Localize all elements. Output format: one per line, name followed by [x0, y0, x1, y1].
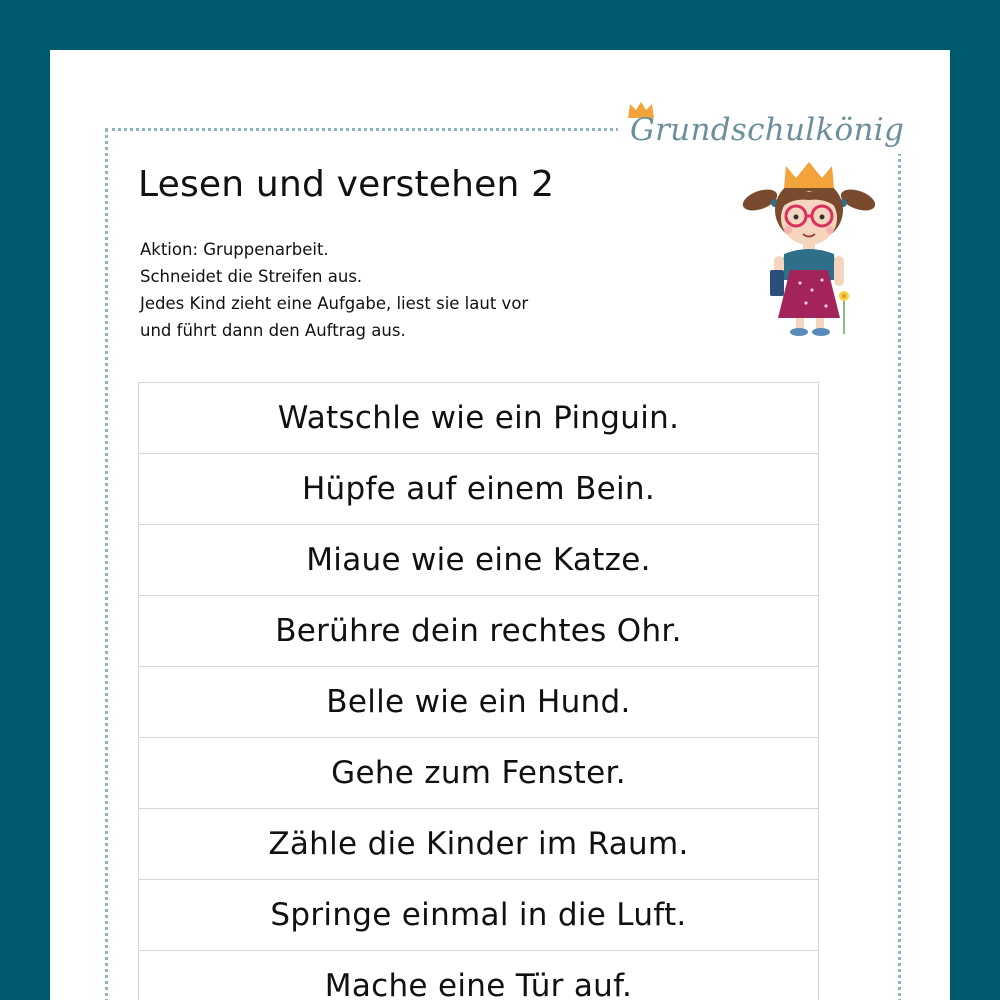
- task-strips: [138, 382, 819, 1000]
- brand-logo: [618, 106, 918, 154]
- worksheet-page: [50, 50, 950, 1000]
- brand-name: Grundschulkönig: [630, 112, 905, 148]
- page-title: Lesen und verstehen 2: [138, 164, 555, 205]
- instruction-line: und führt dann den Auftrag aus.: [140, 321, 406, 340]
- task-strip: Gehe zum Fenster.: [139, 738, 818, 809]
- instruction-line: Jedes Kind zieht eine Aufgabe, liest sie laut vor: [140, 294, 529, 313]
- task-strip: Zähle die Kinder im Raum.: [139, 809, 818, 880]
- task-strip: Berühre dein rechtes Ohr.: [139, 596, 818, 667]
- girl-with-crown-illustration: [740, 158, 880, 338]
- instruction-line: Aktion: Gruppenarbeit.: [140, 240, 329, 259]
- task-strip: Watschle wie ein Pinguin.: [139, 383, 818, 454]
- task-strip: Belle wie ein Hund.: [139, 667, 818, 738]
- task-strip: Springe einmal in die Luft.: [139, 880, 818, 951]
- instruction-line: Schneidet die Streifen aus.: [140, 267, 363, 286]
- task-strip: Hüpfe auf einem Bein.: [139, 454, 818, 525]
- instructions: [140, 236, 528, 344]
- task-strip: Mache eine Tür auf.: [139, 951, 818, 1000]
- task-strip: Miaue wie eine Katze.: [139, 525, 818, 596]
